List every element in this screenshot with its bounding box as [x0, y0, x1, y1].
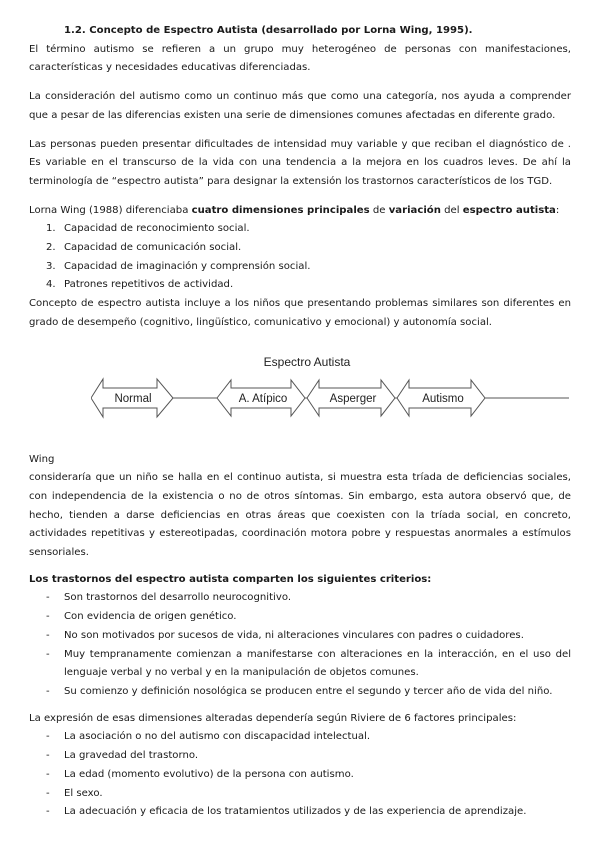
intro-text: :: [555, 204, 560, 216]
list-item: - La adecuación y eficacia de los tratamientos utilizados y de las experiencia de aprendizaje.: [29, 803, 571, 822]
list-item: - Con evidencia de origen genético.: [29, 608, 571, 627]
list-text: Capacidad de reconocimiento social.: [64, 223, 250, 235]
paragraph-spectrum-concept: Concepto de espectro autista incluye a los niños que presentando problemas similares son diferentes en grado de desempeño (cognitivo, lingüístico, comunicativo y emocional) y autonomía social.: [29, 298, 571, 328]
list-number: 3.: [46, 260, 56, 272]
intro-text: del: [440, 204, 463, 216]
list-item: [29, 258, 571, 277]
list-item: [29, 220, 571, 239]
paragraph-definition: El término autismo se refieren a un grupo muy heterogéneo de personas con manifestaciones, características y necesidades educativas diferenciadas.: [29, 43, 571, 74]
list-item: - Su comienzo y definición nosológica se producen entre el segundo y tercer año de vida del niño.: [29, 683, 571, 702]
spectrum-diagram: [29, 351, 571, 451]
label-autismo: Autismo: [422, 392, 464, 405]
list-item: - Son trastornos del desarrollo neurocognitivo.: [29, 589, 571, 608]
spectrum-diagram-svg: [91, 351, 571, 446]
paragraph-triad: consideraría que un niño se halla en el continuo autista, si muestra esta tríada de deficiencias sociales, con independencia de la existencia o no de otros síntomas. Sin embargo, esta autora observó que, de hecho, tienden a darse deficiencias en otras áreas que coexisten con la tríada social, en concreto, actividades repetitivas y estereotipadas, coordinación motora pobre y respuestas anormales a estímulos sensoriales.: [29, 472, 571, 559]
list-item: [29, 239, 571, 258]
intro-text: de: [369, 204, 389, 216]
list-number: 1.: [46, 223, 56, 235]
intro-text: Lorna Wing (1988) diferenciaba: [29, 204, 192, 216]
label-normal: Normal: [114, 392, 152, 405]
list-number: 2.: [46, 242, 56, 254]
list-item: - El sexo.: [29, 785, 571, 804]
paragraph-dimensions-intro: [29, 202, 571, 221]
label-atypical: A. Atípico: [238, 392, 288, 405]
list-text: Capacidad de imaginación y comprensión social.: [64, 260, 311, 272]
factors-list: [29, 728, 571, 822]
list-item: - La edad (momento evolutivo) de la persona con autismo.: [29, 766, 571, 785]
factors-intro: La expresión de esas dimensiones alteradas dependería según Riviere de 6 factores principales:: [29, 712, 517, 724]
paragraph-variability: Las personas pueden presentar dificultades de intensidad muy variable y que reciban el diagnóstico de . Es variable en el transcurso de la vida con una tendencia a la mejora en los cuadros leves. De ahí la terminología de “espectro autista” para designar la extensión los trastornos característicos de los TGD.: [29, 138, 571, 187]
diagram-title: Espectro Autista: [263, 354, 351, 369]
criteria-heading-text: Los trastornos del espectro autista comparten los siguientes criterios:: [29, 573, 432, 585]
criteria-heading: [29, 571, 571, 590]
list-text: Capacidad de comunicación social.: [64, 242, 242, 254]
intro-bold-dimensions: cuatro dimensiones principales: [191, 204, 370, 216]
criteria-list: [29, 589, 571, 701]
list-item: [29, 276, 571, 295]
list-item: - La gravedad del trastorno.: [29, 747, 571, 766]
list-item: - No son motivados por sucesos de vida, ni alteraciones vinculares con padres o cuidadores.: [29, 627, 571, 646]
list-item: - La asociación o no del autismo con discapacidad intelectual.: [29, 728, 571, 747]
list-number: 4.: [46, 279, 56, 291]
intro-bold-spectrum: espectro autista: [462, 204, 556, 216]
intro-bold-variation: variación: [388, 204, 441, 216]
wing-label: Wing: [29, 453, 55, 465]
paragraph-continuum: La consideración del autismo como un continuo más que como una categoría, nos ayuda a comprender que a pesar de las diferencias existen una serie de dimensiones comunes afectadas en diferente grado.: [29, 91, 571, 121]
list-item: - Muy tempranamente comienzan a manifestarse con alteraciones en la interacción, en el uso del lenguaje verbal y no verbal y en la manipulación de objetos comunes.: [29, 646, 571, 683]
section-heading: 1.2. Concepto de Espectro Autista (desarrollado por Lorna Wing, 1995).: [64, 25, 473, 36]
label-asperger: Asperger: [329, 392, 377, 405]
dimensions-list: [29, 220, 571, 295]
document-page: [29, 22, 571, 822]
list-text: Patrones repetitivos de actividad.: [64, 279, 234, 291]
